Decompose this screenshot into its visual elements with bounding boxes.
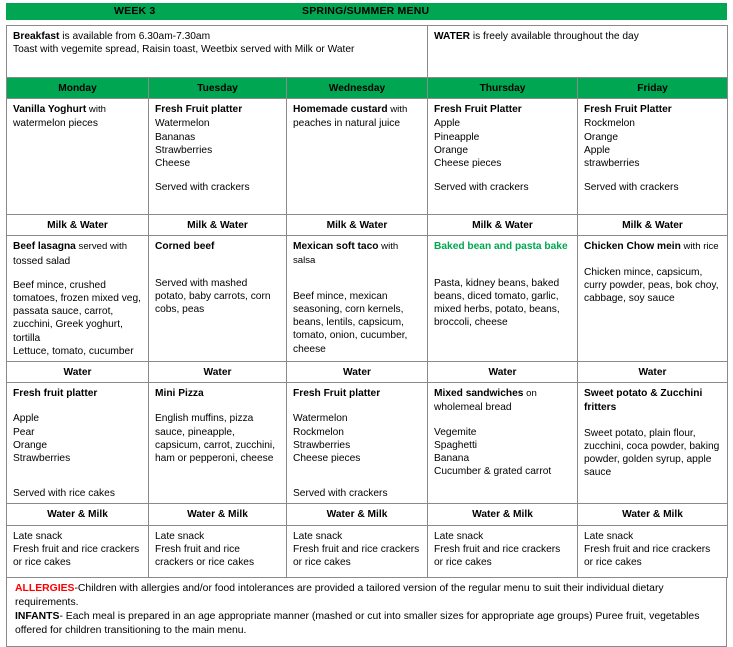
meal-item: Pineapple: [434, 131, 480, 143]
drink-thursday: Milk & Water: [428, 215, 578, 236]
meal-title-suffix: with salsa: [293, 241, 399, 266]
drink-friday: Water & Milk: [578, 504, 728, 525]
late-snack-label: Late snack: [155, 530, 205, 542]
meal-item: Pear: [13, 426, 35, 438]
meal-title-main: Baked bean and pasta bake: [434, 241, 568, 253]
meal-title-main: Fresh Fruit Platter: [434, 104, 522, 116]
late-snack-thursday: [428, 525, 578, 577]
meal-item: Orange: [13, 439, 47, 451]
late-snack-text: Fresh fruit and rice crackers or rice cakes: [155, 543, 255, 569]
meal-desc: Served with mashed potato, baby carrots, corn cobs, peas: [155, 277, 271, 316]
meal-title: [155, 240, 280, 253]
drink-monday: Water & Milk: [7, 504, 149, 525]
meal-title: [584, 240, 721, 253]
morning-tea-friday: [578, 99, 728, 215]
late-snack-row: [7, 525, 728, 577]
meal-title: [584, 103, 721, 116]
meal-title-main: Sweet potato & Zucchini: [584, 388, 703, 400]
meal-title: [293, 240, 421, 266]
day-header-monday: Monday: [7, 78, 149, 99]
late-snack-label: Late snack: [584, 530, 634, 542]
meal-desc: peaches in natural juice: [293, 118, 401, 130]
meal-title: [434, 387, 571, 400]
lunch-tuesday: [149, 236, 287, 362]
day-header-tuesday: Tuesday: [149, 78, 287, 99]
meal-footer: Served with rice cakes: [13, 488, 115, 500]
late-snack-text: Fresh fruit and rice crackers or rice cakes: [434, 543, 561, 569]
late-snack-label: Late snack: [293, 530, 343, 542]
spacer: [155, 266, 280, 277]
meal-item: Cucumber & grated carrot: [434, 466, 552, 478]
breakfast-label: Breakfast: [13, 31, 60, 42]
meal-title-main: Homemade custard: [293, 104, 388, 116]
spacer: [13, 476, 142, 487]
menu-page: [0, 3, 733, 636]
meal-title: [434, 240, 571, 253]
meal-title: [584, 387, 721, 400]
lunch-wednesday: [287, 236, 428, 362]
drink-tuesday: Milk & Water: [149, 215, 287, 236]
meal-title-suffix: with: [387, 104, 408, 116]
infants-label: INFANTS: [15, 610, 60, 622]
afternoon-drinks-row: [7, 504, 728, 525]
spacer: [155, 170, 280, 181]
lunch-row: [7, 236, 728, 362]
info-row: [7, 26, 728, 78]
meal-desc: Beef mince, mexican seasoning, corn kernels, beans, lentils, capsicum, tomato, onion, cucumber, cheese: [293, 290, 408, 355]
late-snack-text: Fresh fruit and rice crackers or rice cakes: [584, 543, 711, 569]
meal-footer: Served with crackers: [584, 182, 679, 194]
weekly-menu-table: [6, 25, 728, 578]
spacer: [584, 416, 721, 427]
water-label: WATER: [434, 31, 471, 42]
spacer: [584, 170, 721, 181]
meal-desc: Pasta, kidney beans, baked beans, diced tomato, garlic, mixed herbs, potato, beans, broccoli, cheese: [434, 277, 560, 329]
drink-wednesday: Water & Milk: [287, 504, 428, 525]
meal-footer: Served with crackers: [434, 182, 529, 194]
spacer: [13, 268, 142, 279]
menu-title-bar: [6, 3, 727, 20]
meal-title: [13, 103, 142, 116]
afternoon-tea-thursday: [428, 383, 578, 504]
meal-title-main: Fresh Fruit platter: [293, 388, 381, 400]
meal-title-line2: wholemeal bread: [434, 402, 512, 414]
meal-item: Vegemite: [434, 426, 477, 438]
spacer: [293, 268, 421, 279]
drink-monday: Milk & Water: [7, 215, 149, 236]
day-header-row: [7, 78, 728, 99]
meal-title: [293, 387, 421, 400]
meal-item: Apple: [584, 144, 611, 156]
meal-title-main: Chicken Chow mein: [584, 241, 681, 253]
meal-title: [13, 240, 142, 253]
meal-item: Watermelon: [293, 413, 348, 425]
late-snack-tuesday: [149, 525, 287, 577]
meal-title: [155, 387, 280, 400]
morning-drinks-row: [7, 215, 728, 236]
lunch-drinks-row: [7, 362, 728, 383]
drink-tuesday: Water: [149, 362, 287, 383]
meal-title: [293, 103, 421, 116]
late-snack-label: Late snack: [13, 530, 63, 542]
late-snack-text: Fresh fruit and rice crackers or rice cakes: [13, 543, 140, 569]
breakfast-line-1: [13, 30, 421, 43]
lunch-monday: [7, 236, 149, 362]
allergies-text: -Children with allergies and/or food intolerances are provided a tailored version of the regular menu to suit their individual dietary requirements.: [15, 582, 664, 608]
meal-title-line2: tossed salad: [13, 255, 71, 267]
meal-title-main: Fresh Fruit Platter: [584, 104, 672, 116]
lunch-friday: [578, 236, 728, 362]
day-header-wednesday: Wednesday: [287, 78, 428, 99]
late-snack-label: Late snack: [434, 530, 484, 542]
meal-item: Banana: [434, 453, 470, 465]
breakfast-line-2: Toast with vegemite spread, Raisin toast, Weetbix served with Milk or Water: [13, 44, 355, 56]
meal-footer: Served with crackers: [155, 182, 250, 194]
meal-title-suffix: with rice: [680, 241, 719, 253]
meal-title-suffix: on: [523, 388, 537, 400]
spacer: [434, 266, 571, 277]
water-cell: [428, 26, 728, 78]
meal-desc: English muffins, pizza sauce, pineapple, capsicum, carrot, zucchini, ham or pepperoni, cheese: [155, 413, 276, 465]
meal-title-suffix: served with: [75, 241, 128, 253]
meal-item: Rockmelon: [293, 426, 344, 438]
meal-desc: Chicken mince, capsicum, curry powder, peas, bok choy, cabbage, soy sauce: [584, 266, 719, 305]
breakfast-hours: is available from 6.30am-7.30am: [59, 31, 211, 42]
meal-item: Orange: [434, 144, 468, 156]
meal-desc-2: Lettuce, tomato, cucumber: [13, 345, 134, 357]
breakfast-cell: [7, 26, 428, 78]
spacer: [293, 476, 421, 487]
drink-monday: Water: [7, 362, 149, 383]
spacer: [13, 401, 142, 412]
infants-text: - Each meal is prepared in an age appropriate manner (mashed or cut into smaller sizes for appropriate age groups) Puree fruit, vegetables offered for children transitioning to the main menu.: [15, 610, 700, 636]
spacer: [293, 465, 421, 476]
drink-tuesday: Water & Milk: [149, 504, 287, 525]
spacer: [293, 279, 421, 290]
lunch-thursday: [428, 236, 578, 362]
meal-item: Orange: [584, 131, 618, 143]
meal-title-main: Mexican soft taco: [293, 241, 379, 253]
late-snack-monday: [7, 525, 149, 577]
meal-title-main: Beef lasagna: [13, 241, 76, 253]
spacer: [584, 255, 721, 266]
afternoon-tea-row: [7, 383, 728, 504]
notes-block: [6, 577, 727, 647]
water-line: [434, 30, 721, 43]
afternoon-tea-tuesday: [149, 383, 287, 504]
late-snack-wednesday: [287, 525, 428, 577]
morning-tea-thursday: [428, 99, 578, 215]
late-snack-friday: [578, 525, 728, 577]
meal-item: strawberries: [584, 158, 640, 170]
spacer: [13, 465, 142, 476]
morning-tea-monday: [7, 99, 149, 215]
afternoon-tea-wednesday: [287, 383, 428, 504]
meal-title-main: Corned beef: [155, 241, 215, 253]
drink-wednesday: Milk & Water: [287, 215, 428, 236]
water-text: is freely available throughout the day: [470, 31, 639, 42]
meal-item: Apple: [13, 413, 40, 425]
season-title: SPRING/SUMMER MENU: [302, 5, 430, 17]
meal-item: Cheese pieces: [434, 158, 502, 170]
meal-item: Bananas: [155, 131, 196, 143]
meal-desc: Sweet potato, plain flour, zucchini, coca powder, baking powder, golden syrup, apple sauce: [584, 427, 720, 479]
spacer: [155, 401, 280, 412]
drink-thursday: Water: [428, 362, 578, 383]
meal-title: [155, 103, 280, 116]
meal-title-main: Vanilla Yoghurt: [13, 104, 87, 116]
infants-note: [15, 610, 718, 638]
meal-title-main: Fresh fruit platter: [13, 388, 98, 400]
meal-title-suffix: with: [86, 104, 106, 116]
meal-title-main: Mini Pizza: [155, 388, 204, 400]
late-snack-text: Fresh fruit and rice crackers or rice cakes: [293, 543, 420, 569]
allergies-label: ALLERGIES: [15, 582, 75, 594]
spacer: [155, 255, 280, 266]
meal-footer: Served with crackers: [293, 488, 388, 500]
morning-tea-row: [7, 99, 728, 215]
meal-title: [13, 387, 142, 400]
meal-item: Cheese: [155, 158, 191, 170]
morning-tea-tuesday: [149, 99, 287, 215]
meal-desc: Beef mince, crushed tomatoes, frozen mixed veg, passata sauce, carrot, zucchini, Greek yoghurt, tortilla: [13, 279, 141, 344]
day-header-friday: Friday: [578, 78, 728, 99]
allergies-note: [15, 582, 718, 610]
meal-title-line2: fritters: [584, 402, 617, 414]
meal-desc: watermelon pieces: [13, 118, 98, 130]
afternoon-tea-friday: [578, 383, 728, 504]
day-header-thursday: Thursday: [428, 78, 578, 99]
meal-title-main: Fresh Fruit platter: [155, 104, 243, 116]
drink-friday: Milk & Water: [578, 215, 728, 236]
meal-item: Watermelon: [155, 118, 210, 130]
meal-item: Rockmelon: [584, 118, 635, 130]
meal-title-main: Mixed sandwiches: [434, 388, 524, 400]
meal-item: Strawberries: [155, 144, 213, 156]
drink-wednesday: Water: [287, 362, 428, 383]
spacer: [434, 415, 571, 426]
afternoon-tea-monday: [7, 383, 149, 504]
spacer: [434, 255, 571, 266]
meal-title: [434, 103, 571, 116]
drink-thursday: Water & Milk: [428, 504, 578, 525]
meal-item: Strawberries: [13, 453, 71, 465]
spacer: [293, 401, 421, 412]
meal-item: Apple: [434, 118, 461, 130]
morning-tea-wednesday: [287, 99, 428, 215]
spacer: [434, 170, 571, 181]
meal-item: Cheese pieces: [293, 453, 361, 465]
drink-friday: Water: [578, 362, 728, 383]
meal-item: Strawberries: [293, 439, 351, 451]
meal-item: Spaghetti: [434, 439, 478, 451]
week-label: WEEK 3: [114, 5, 156, 17]
